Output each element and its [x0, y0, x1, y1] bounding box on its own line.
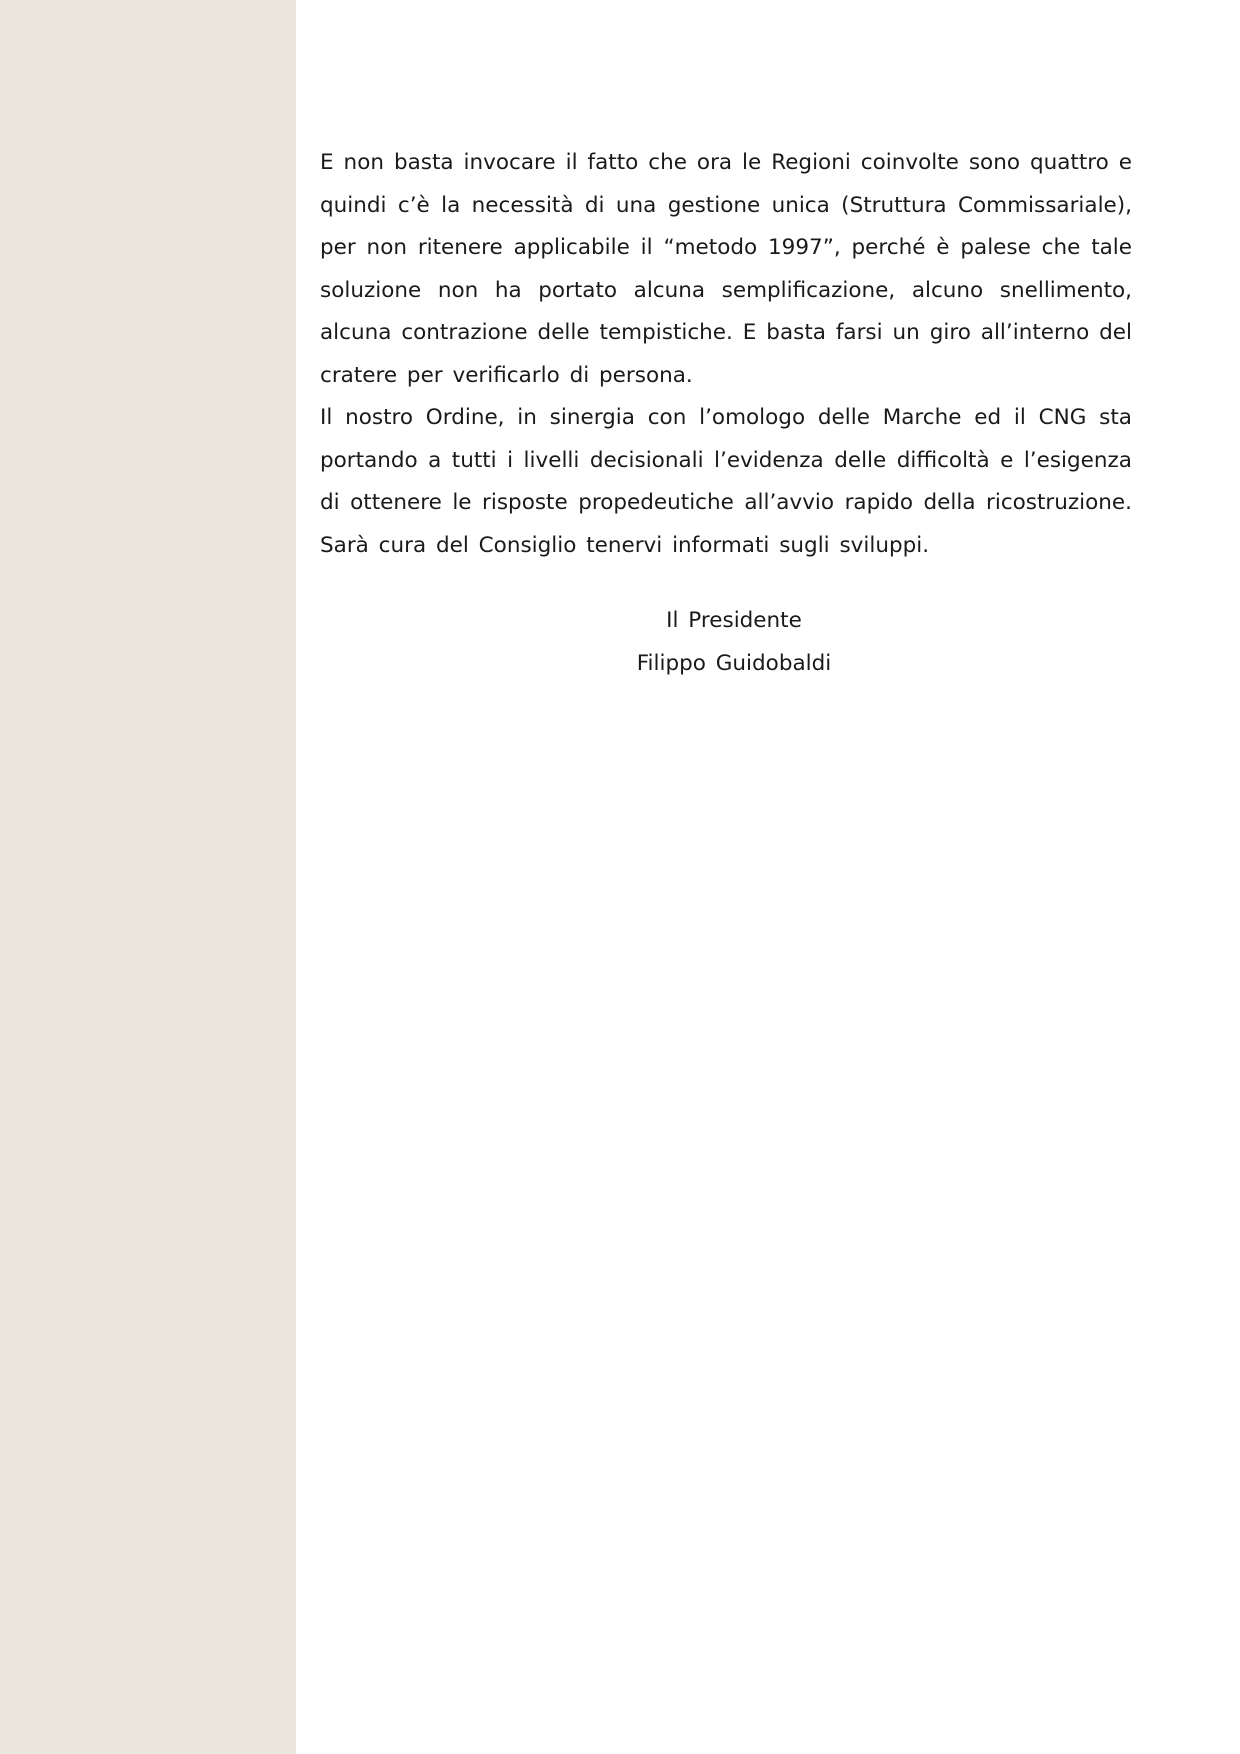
letter-body: [320, 142, 1132, 567]
signature-block: [534, 600, 934, 685]
signature-name: Filippo Guidobaldi: [636, 650, 832, 676]
paragraph-1: E non basta invocare il fatto che ora le Regioni coinvolte sono quattro e quindi c’è la necessità di una gestione unica (Struttura Commissariale), per non ritenere applicabile il “metodo 1997”, perché è palese che tale soluzione non ha portato alcuna semplificazione, alcuno snellimento, alcuna contrazione delle tempistiche. E basta farsi un giro all’interno del cratere per verificarlo di persona.: [320, 150, 1132, 388]
sidebar-band: [0, 0, 296, 1754]
signature-title: Il Presidente: [666, 608, 802, 633]
paragraph-2: Il nostro Ordine, in sinergia con l’omologo delle Marche ed il CNG sta portando a tutti i livelli decisionali l’evidenza delle difficoltà e l’esigenza di ottenere le risposte propedeutiche all’avvio rapido della ricostruzione. Sarà cura del Consiglio tenervi informati sugli sviluppi.: [320, 405, 1132, 558]
